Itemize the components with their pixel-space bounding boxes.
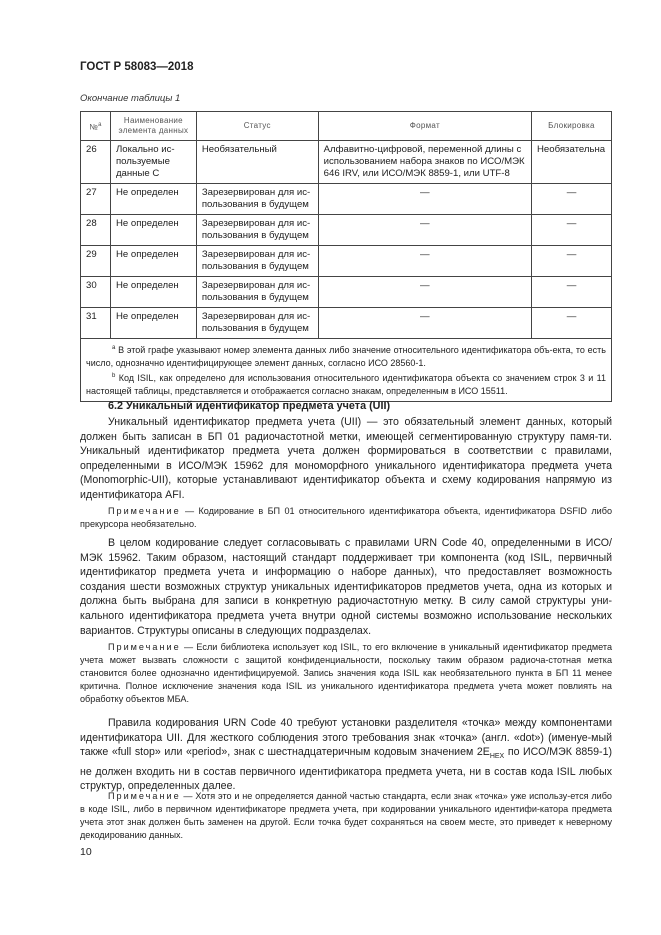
cell-status: Необязательный: [196, 141, 318, 184]
col-header-number: №$^a$: [81, 112, 111, 141]
cell-lock: —: [531, 277, 611, 308]
cell-name: Не определен: [110, 277, 196, 308]
cell-format: Алфавитно-цифровой, переменной длины с использованием набора знаков по ИСО/МЭК 646 IRV, или ИСО/МЭК 8859-1, или UTF-8: [318, 141, 531, 184]
table-footnotes: [81, 339, 612, 402]
note-1: Примечание — Кодирование в БП 01 относительного идентификатора объекта, идентификатора DSFID либо прекурсора необязательно.: [80, 506, 612, 529]
cell-status: Зарезервирован для ис-пользования в будущем: [196, 184, 318, 215]
table-footnotes-row: [81, 339, 612, 402]
page-number: 10: [80, 846, 92, 858]
cell-lock: —: [531, 246, 611, 277]
cell-format: —: [318, 215, 531, 246]
table-row: [81, 308, 612, 339]
section-heading: 6.2 Уникальный идентификатор предмета учета (UII): [108, 400, 391, 412]
paragraph-1: Уникальный идентификатор предмета учета (UII) — это обязательный элемент данных, который должен быть записан в БП 01 радиочастотной метки, имеющей сегментированную структуру памя-ти. Уникальный идентификатор предмета учета должен формироваться в соответствии с правилами, определенными в ИСО/МЭК 15962 для мономорфного уникального идентификатора предмета учета (Monomorphic-UII), которые устанавливают идентификатор объекта и схему кодирования напрямую из идентификатора AFI.: [80, 416, 612, 501]
table-row: [81, 246, 612, 277]
cell-number: 31: [81, 308, 111, 339]
table-row: [81, 277, 612, 308]
cell-name: Не определен: [110, 246, 196, 277]
cell-number: 29: [81, 246, 111, 277]
cell-number: 30: [81, 277, 111, 308]
table-row: [81, 141, 612, 184]
cell-status: Зарезервирован для ис-пользования в будущем: [196, 215, 318, 246]
paragraph-3: Правила кодирования URN Code 40 требуют установки разделителя «точка» между компонентами идентификатора UII. Для жесткого соблюдения этого требования знак «точка» (англ. «dot») (именуе-мый также «full stop» или «period», знак с шестнадцатеричным кодовым значением $2E_{HEX}$ по ИСО/МЭК 8859-1) не должен входить ни в состав первичного идентификатора предмета учета, ни в состав кода ISIL любых структур, определенных далее.: [80, 717, 612, 793]
col-header-name: Наименование элемента данных: [110, 112, 196, 141]
cell-number: 28: [81, 215, 111, 246]
table-row: [81, 215, 612, 246]
cell-number: 27: [81, 184, 111, 215]
table-caption: Окончание таблицы 1: [80, 93, 181, 104]
cell-status: Зарезервирован для ис-пользования в будущем: [196, 246, 318, 277]
cell-number: 26: [81, 141, 111, 184]
col-header-format: Формат: [318, 112, 531, 141]
note-3: Примечание — Хотя это и не определяется данной частью стандарта, если знак «точка» уже использу-ется либо в коде ISIL, либо в первичном идентификаторе предмета учета, при кодировании уникального идентифи-катора предмета учета этот знак должен быть заменен на другой. Если точка будет сохраняться на своем месте, это приведет к неверному декодированию данных.: [80, 791, 612, 840]
document-code: ГОСТ Р 58083—2018: [80, 61, 194, 73]
cell-lock: —: [531, 184, 611, 215]
note-2: Примечание — Если библиотека использует код ISIL, то его включение в уникальный идентификатор предмета учета может вызвать сложности с защитой конфиденциальности, поскольку таким образом радиоча-стотная метка становится более однозначно идентифицируемой. Запись значения кода ISIL как необязательного пункта в БП 11 менее критична. Полное исключение значения кода ISIL из уникального идентификатора предмета учета может повлиять на обработку объектов МБА.: [80, 642, 612, 704]
cell-lock: Необязательна: [531, 141, 611, 184]
footnote-a: $^a$ В этой графе указывают номер элемента данных либо значение относительного идентификатора объ-екта, то есть число, однозначно идентифицирующее элемент данных, согласно ИСО 28560-1.: [86, 345, 606, 368]
paragraph-2: В целом кодирование следует согласовывать с правилами URN Code 40, определенными в ИСО/МЭК 15962. Таким образом, настоящий стандарт поддерживает три компонента (код ISIL, первичный идентификатор предмета учета и информацию о наборе данных), что предоставляет возможность создания шести возможных структур уникальных идентификаторов предметов учета, одна из которых и должна быть выбрана для записи в конкретную радиочастотную метку. В силу самой структуры уни-кального идентификатора предмета учета внутри одной системы возможно использование нескольких вариантов. Структуры описаны в следующих подразделах.: [80, 537, 612, 637]
data-elements-table: [80, 111, 612, 402]
cell-lock: —: [531, 308, 611, 339]
cell-name: Не определен: [110, 184, 196, 215]
table-header-row: [81, 112, 612, 141]
note-label: Примечание: [108, 791, 181, 801]
table-row: [81, 184, 612, 215]
note-label: Примечание: [108, 642, 181, 652]
cell-status: Зарезервирован для ис-пользования в будущем: [196, 308, 318, 339]
col-header-status: Статус: [196, 112, 318, 141]
cell-format: —: [318, 308, 531, 339]
cell-status: Зарезервирован для ис-пользования в будущем: [196, 277, 318, 308]
footnote-b: $^b$ Код ISIL, как определено для использования относительного идентификатора объекта со значением строк 3 и 11 настоящей таблицы, представляется и отображается согласно знакам, определенным в ИСО 15511.: [86, 373, 606, 396]
cell-format: —: [318, 277, 531, 308]
cell-lock: —: [531, 215, 611, 246]
col-header-lock: Блокировка: [531, 112, 611, 141]
cell-format: —: [318, 184, 531, 215]
cell-name: Не определен: [110, 308, 196, 339]
cell-name: Не определен: [110, 215, 196, 246]
cell-format: —: [318, 246, 531, 277]
cell-name: Локально ис-пользуемые данные C: [110, 141, 196, 184]
note-label: Примечание: [108, 506, 181, 516]
